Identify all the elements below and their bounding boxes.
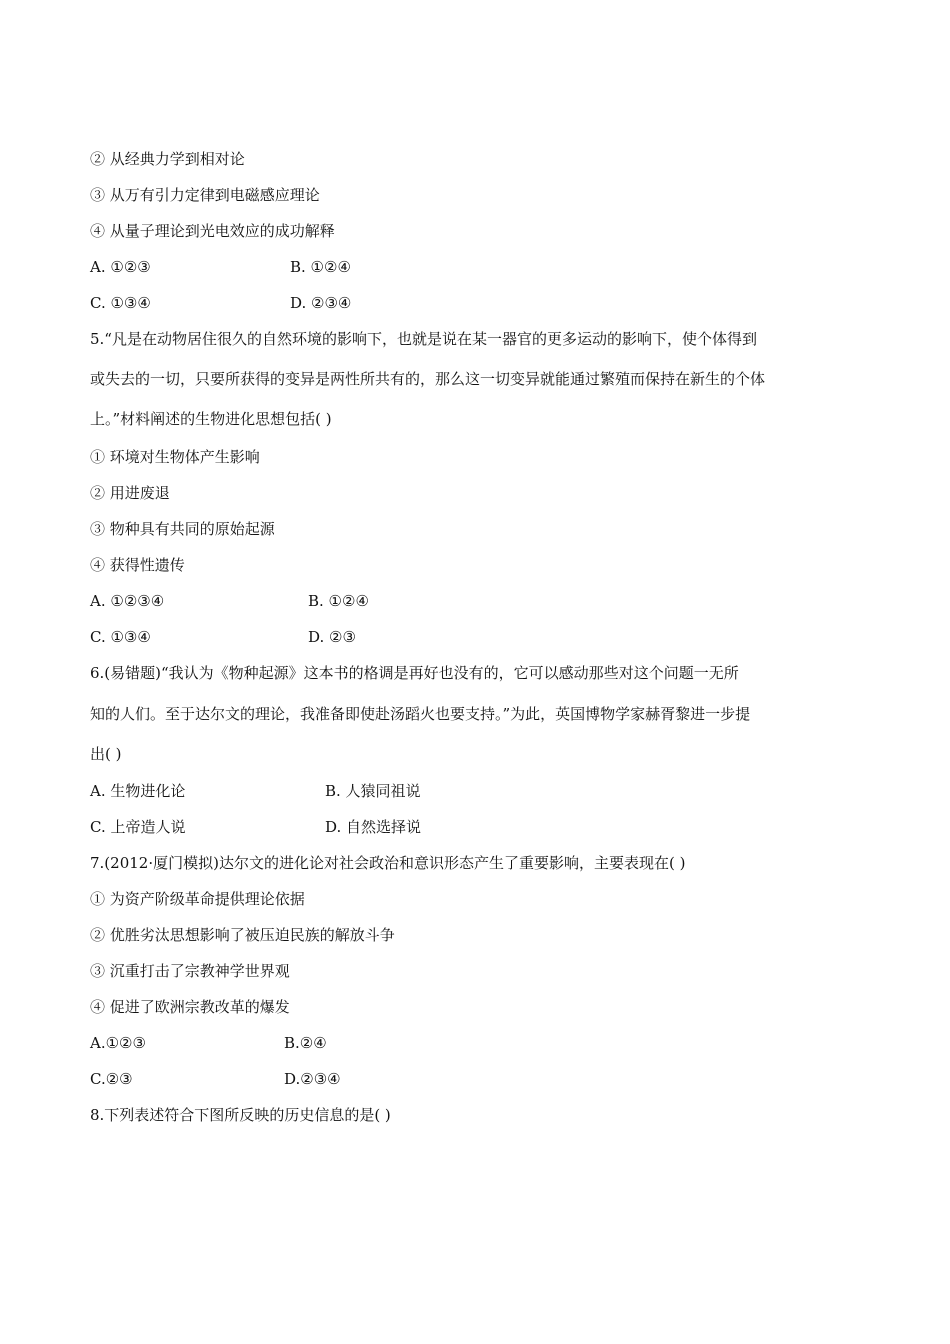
q5-option-d: D. ②③: [308, 628, 356, 646]
q8-stem: 8.下列表述符合下图所反映的历史信息的是( ): [90, 1106, 391, 1124]
q5-stem-line-3: 上。”材料阐述的生物进化思想包括( ): [90, 410, 332, 428]
q5-item-1: ① 环境对生物体产生影响: [90, 448, 260, 466]
q7-item-4: ④ 促进了欧洲宗教改革的爆发: [90, 998, 290, 1016]
q7-item-2: ② 优胜劣汰思想影响了被压迫民族的解放斗争: [90, 926, 395, 944]
q5-item-3: ③ 物种具有共同的原始起源: [90, 520, 275, 538]
q6-option-c: C. 上帝造人说: [90, 818, 186, 836]
q4-item-4: ④ 从量子理论到光电效应的成功解释: [90, 222, 335, 240]
q7-option-a: A.①②③: [90, 1034, 146, 1052]
q7-option-b: B.②④: [284, 1034, 327, 1052]
q6-stem-line-3: 出( ): [90, 745, 122, 763]
q5-option-b: B. ①②④: [308, 592, 369, 610]
q4-item-3: ③ 从万有引力定律到电磁感应理论: [90, 186, 320, 204]
q7-option-d: D.②③④: [284, 1070, 341, 1088]
q7-option-c: C.②③: [90, 1070, 133, 1088]
q4-option-c: C. ①③④: [90, 294, 151, 312]
q5-option-a: A. ①②③④: [90, 592, 165, 610]
q7-item-1: ① 为资产阶级革命提供理论依据: [90, 890, 305, 908]
q7-item-3: ③ 沉重打击了宗教神学世界观: [90, 962, 290, 980]
q6-option-d: D. 自然选择说: [325, 818, 422, 836]
q6-option-a: A. 生物进化论: [90, 782, 186, 800]
q5-item-2: ② 用进废退: [90, 484, 170, 502]
q4-option-b: B. ①②④: [290, 258, 351, 276]
q5-stem-line-1: 5.“凡是在动物居住很久的自然环境的影响下，也就是说在某一器官的更多运动的影响下，使个体得到: [90, 330, 757, 348]
q6-stem-line-1: 6.(易错题)“我认为《物种起源》这本书的格调是再好也没有的，它可以感动那些对这个问题一无所: [90, 664, 739, 682]
q6-option-b: B. 人猿同祖说: [325, 782, 421, 800]
q5-item-4: ④ 获得性遗传: [90, 556, 185, 574]
q4-item-2: ② 从经典力学到相对论: [90, 150, 245, 168]
q4-option-a: A. ①②③: [90, 258, 151, 276]
q6-stem-line-2: 知的人们。至于达尔文的理论，我准备即使赴汤蹈火也要支持。”为此，英国博物学家赫胥黎进一步提: [90, 705, 751, 723]
q4-option-d: D. ②③④: [290, 294, 352, 312]
q7-stem: 7.(2012·厦门模拟)达尔文的进化论对社会政治和意识形态产生了重要影响，主要表现在( ): [90, 854, 686, 872]
q5-option-c: C. ①③④: [90, 628, 151, 646]
q5-stem-line-2: 或失去的一切，只要所获得的变异是两性所共有的，那么这一切变异就能通过繁殖而保持在新生的个体: [90, 370, 766, 388]
